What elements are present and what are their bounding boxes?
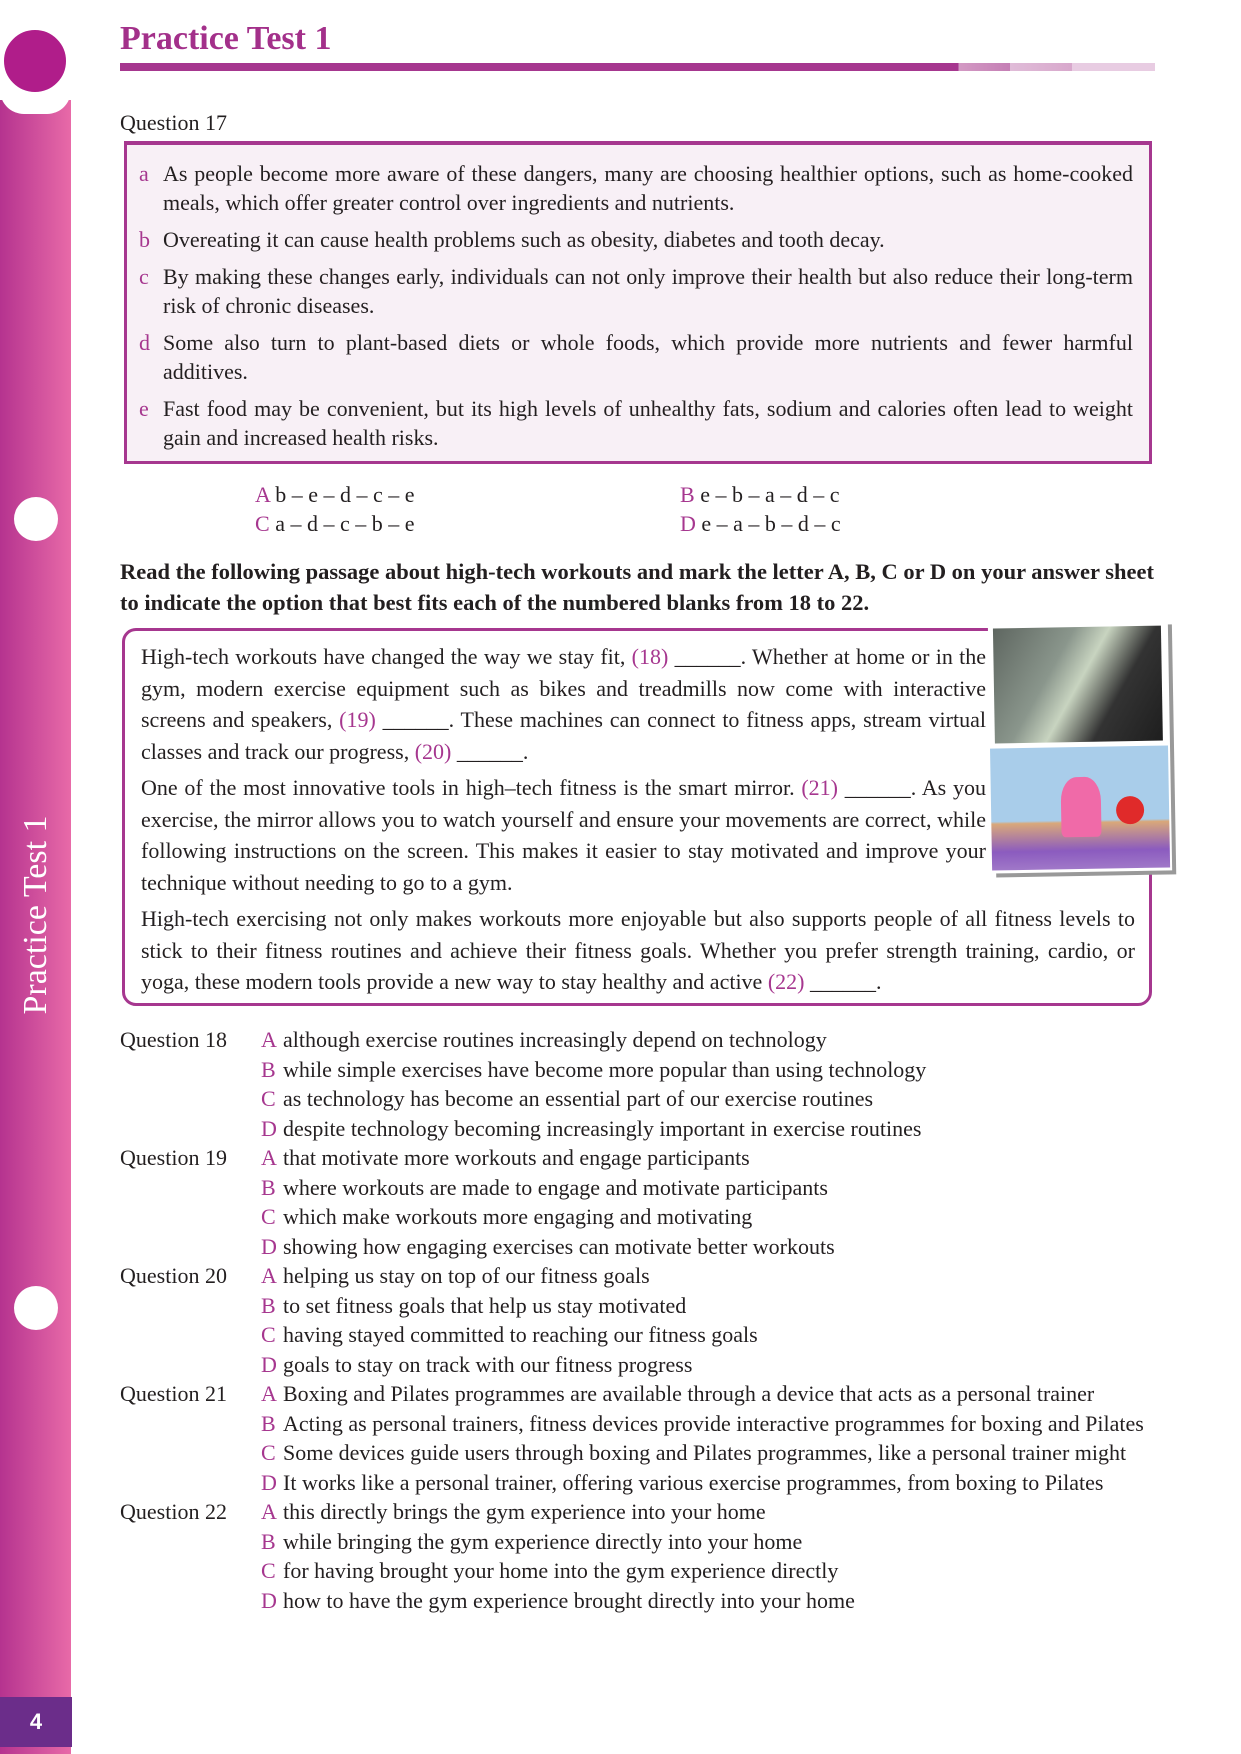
page-title: Practice Test 1 xyxy=(120,20,332,57)
option-text: where workouts are made to engage and motivate participants xyxy=(283,1174,828,1200)
sentence-text: Some also turn to plant-based diets or whole foods, which provide more nutrients and fewer harmful additives. xyxy=(163,330,1133,384)
sentence-text: Fast food may be convenient, but its high levels of unhealthy fats, sodium and calories often lead to weight gain and increased health risks. xyxy=(163,396,1133,450)
option-letter: C xyxy=(261,1322,276,1347)
passage-text: High-tech exercising not only makes workouts more enjoyable but also supports people of all fitness levels to stick to their fitness routines and achieve their fitness goals. Whether you prefer strength training, cardio, or yoga, these modern tools provide a new way to stay healthy and active xyxy=(141,906,1135,994)
option-letter: C xyxy=(261,1086,276,1111)
punch-hole xyxy=(14,497,58,541)
option-letter: D xyxy=(261,1469,277,1495)
question-options xyxy=(261,1025,1170,1143)
question-label: Question 19 xyxy=(120,1145,227,1170)
option-letter: B xyxy=(261,1528,276,1554)
option-text: a – d – c – b – e xyxy=(275,511,415,536)
option-letter: C xyxy=(261,1440,276,1465)
answer-option-b[interactable] xyxy=(261,1173,1170,1203)
question-22 xyxy=(120,1497,1170,1615)
sentence-letter: d xyxy=(139,330,150,355)
option-letter: A xyxy=(261,1499,277,1524)
option-text: Boxing and Pilates programmes are available through a device that acts as a personal trainer xyxy=(283,1381,1095,1406)
page-number: 4 xyxy=(0,1697,72,1747)
question-17-box xyxy=(124,141,1152,464)
question-label: Question 21 xyxy=(120,1381,227,1406)
answer-option-c[interactable] xyxy=(261,1556,1170,1586)
answer-option-c[interactable] xyxy=(255,509,414,538)
blank-number: (18) xyxy=(631,644,669,669)
sentence-item xyxy=(139,159,1133,217)
exercise-ball xyxy=(1116,796,1144,824)
answer-option-b[interactable] xyxy=(261,1055,1170,1085)
option-letter: D xyxy=(680,511,696,536)
option-letter: C xyxy=(261,1204,276,1229)
question-label: Question 20 xyxy=(120,1263,227,1288)
answer-option-a[interactable] xyxy=(255,480,414,509)
treadmill-photo xyxy=(993,626,1163,744)
sentence-letter: c xyxy=(139,264,149,289)
question-21 xyxy=(120,1379,1170,1497)
option-text: having stayed committed to reaching our fitness goals xyxy=(283,1322,758,1347)
photo-frame xyxy=(988,620,1172,873)
passage-instruction: Read the following passage about high-tech workouts and mark the letter A, B, C or D on your answer sheet to indicate the option that best fits each of the numbered blanks from 18 to 22. xyxy=(120,559,1154,615)
blank-number: (22) xyxy=(767,969,805,994)
option-text: showing how engaging exercises can motivate better workouts xyxy=(283,1233,835,1259)
option-text: e – a – b – d – c xyxy=(701,511,841,536)
decorative-circle xyxy=(0,22,74,100)
answer-option-d[interactable] xyxy=(261,1114,1170,1144)
option-text: which make workouts more engaging and motivating xyxy=(283,1204,753,1229)
answer-option-b[interactable] xyxy=(261,1409,1170,1439)
option-letter: A xyxy=(261,1263,277,1288)
side-title: Practice Test 1 xyxy=(17,815,54,1015)
passage-text: ______. As you exercise, the mirror allows you to watch yourself and ensure your movements are correct, while following instructions on the screen. This makes it easier to stay motivated and improve your technique without needing to go to a gym. xyxy=(141,775,986,895)
option-text: despite technology becoming increasingly important in exercise routines xyxy=(283,1115,922,1141)
option-letter: C xyxy=(261,1558,276,1583)
option-letter: B xyxy=(261,1292,276,1318)
sentence-item xyxy=(139,394,1133,452)
option-text: e – b – a – d – c xyxy=(700,482,840,507)
questions-list xyxy=(120,1025,1170,1615)
option-letter: B xyxy=(261,1056,276,1082)
option-text: Acting as personal trainers, fitness devices provide interactive programmes for boxing and Pilates xyxy=(283,1410,1144,1436)
sentence-letter: a xyxy=(139,161,149,186)
paragraph-3 xyxy=(141,903,1135,998)
option-text: goals to stay on track with our fitness progress xyxy=(283,1351,693,1377)
option-text: how to have the gym experience brought directly into your home xyxy=(283,1587,855,1613)
title-underline xyxy=(120,63,1155,71)
option-text: that motivate more workouts and engage participants xyxy=(283,1145,750,1170)
option-text: to set fitness goals that help us stay motivated xyxy=(283,1292,687,1318)
passage-text: One of the most innovative tools in high–tech fitness is the smart mirror. xyxy=(141,775,802,800)
sentence-item xyxy=(139,225,1133,254)
blank-number: (19) xyxy=(339,707,376,732)
option-text: although exercise routines increasingly depend on technology xyxy=(283,1027,827,1052)
answer-option-a[interactable] xyxy=(261,1497,1170,1527)
passage-text: ______. xyxy=(804,969,882,994)
question-options xyxy=(261,1379,1170,1497)
blank-number: (20) xyxy=(414,738,452,764)
option-letter: D xyxy=(261,1115,277,1141)
sentence-item xyxy=(139,328,1133,386)
paragraph-1 xyxy=(141,641,986,767)
option-text: this directly brings the gym experience into your home xyxy=(283,1499,766,1524)
question-19 xyxy=(120,1143,1170,1261)
question-options xyxy=(261,1143,1170,1261)
sentence-letter: e xyxy=(139,396,149,421)
question-options xyxy=(261,1497,1170,1615)
answer-option-d[interactable] xyxy=(261,1350,1170,1380)
answer-option-d[interactable] xyxy=(680,509,841,538)
option-letter: A xyxy=(261,1145,277,1170)
passage-text: ______. Whether at home or in the gym, modern exercise equipment such as bikes and treadmills now come with interactive screens and speakers, xyxy=(141,644,987,732)
option-letter: A xyxy=(255,482,270,507)
option-letter: B xyxy=(261,1410,276,1436)
question-label: Question 18 xyxy=(120,1027,227,1052)
person-figure xyxy=(1061,777,1102,838)
option-letter: B xyxy=(261,1174,276,1200)
option-text: Some devices guide users through boxing and Pilates programmes, like a personal trainer might xyxy=(283,1440,1127,1465)
passage-text: ______. These machines can connect to fitness apps, stream virtual classes and track our progress, xyxy=(141,707,986,764)
option-text: helping us stay on top of our fitness goals xyxy=(283,1263,650,1288)
option-letter: D xyxy=(261,1233,277,1259)
answer-option-a[interactable] xyxy=(261,1143,1170,1173)
option-text: for having brought your home into the gym experience directly xyxy=(283,1558,839,1583)
option-letter: B xyxy=(680,482,695,507)
answer-option-b[interactable] xyxy=(261,1291,1170,1321)
answer-option-b[interactable] xyxy=(680,480,839,509)
answer-option-c[interactable] xyxy=(261,1202,1170,1232)
answer-option-a[interactable] xyxy=(261,1261,1170,1291)
option-letter: D xyxy=(261,1587,277,1613)
sentence-letter: b xyxy=(139,227,150,252)
answer-option-c[interactable] xyxy=(261,1084,1170,1114)
option-letter: D xyxy=(261,1351,277,1377)
question-20 xyxy=(120,1261,1170,1379)
option-letter: C xyxy=(255,511,270,536)
blank-number: (21) xyxy=(801,775,838,800)
question-label: Question 22 xyxy=(120,1499,227,1524)
option-text: b – e – d – c – e xyxy=(275,482,415,507)
option-text: while bringing the gym experience directly into your home xyxy=(283,1528,803,1554)
answer-option-a[interactable] xyxy=(261,1025,1170,1055)
option-text: as technology has become an essential part of our exercise routines xyxy=(283,1086,874,1111)
answer-option-d[interactable] xyxy=(261,1232,1170,1262)
sentence-text: By making these changes early, individuals can not only improve their health but also reduce their long-term risk of chronic diseases. xyxy=(163,264,1133,318)
option-text: It works like a personal trainer, offering various exercise programmes, from boxing to Pilates xyxy=(283,1469,1104,1495)
answer-option-c[interactable] xyxy=(261,1438,1170,1468)
answer-option-d[interactable] xyxy=(261,1468,1170,1498)
option-text: while simple exercises have become more popular than using technology xyxy=(283,1056,927,1082)
passage-text: ______. xyxy=(451,738,529,764)
sentence-item xyxy=(139,262,1133,320)
answer-option-a[interactable] xyxy=(261,1379,1170,1409)
option-letter: A xyxy=(261,1381,277,1406)
paragraph-2 xyxy=(141,772,986,898)
answer-option-b[interactable] xyxy=(261,1527,1170,1557)
yoga-stretch-photo xyxy=(990,745,1170,870)
question-18 xyxy=(120,1025,1170,1143)
sentence-text: Overeating it can cause health problems such as obesity, diabetes and tooth decay. xyxy=(163,227,885,252)
passage-text: High-tech workouts have changed the way we stay fit, xyxy=(141,644,632,669)
question-17-label: Question 17 xyxy=(120,110,227,135)
answer-option-d[interactable] xyxy=(261,1586,1170,1616)
sentence-text: As people become more aware of these dangers, many are choosing healthier options, such as home-cooked meals, which offer greater control over ingredients and nutrients. xyxy=(163,161,1133,215)
answer-option-c[interactable] xyxy=(261,1320,1170,1350)
punch-hole xyxy=(14,1286,58,1330)
question-options xyxy=(261,1261,1170,1379)
option-letter: A xyxy=(261,1027,277,1052)
